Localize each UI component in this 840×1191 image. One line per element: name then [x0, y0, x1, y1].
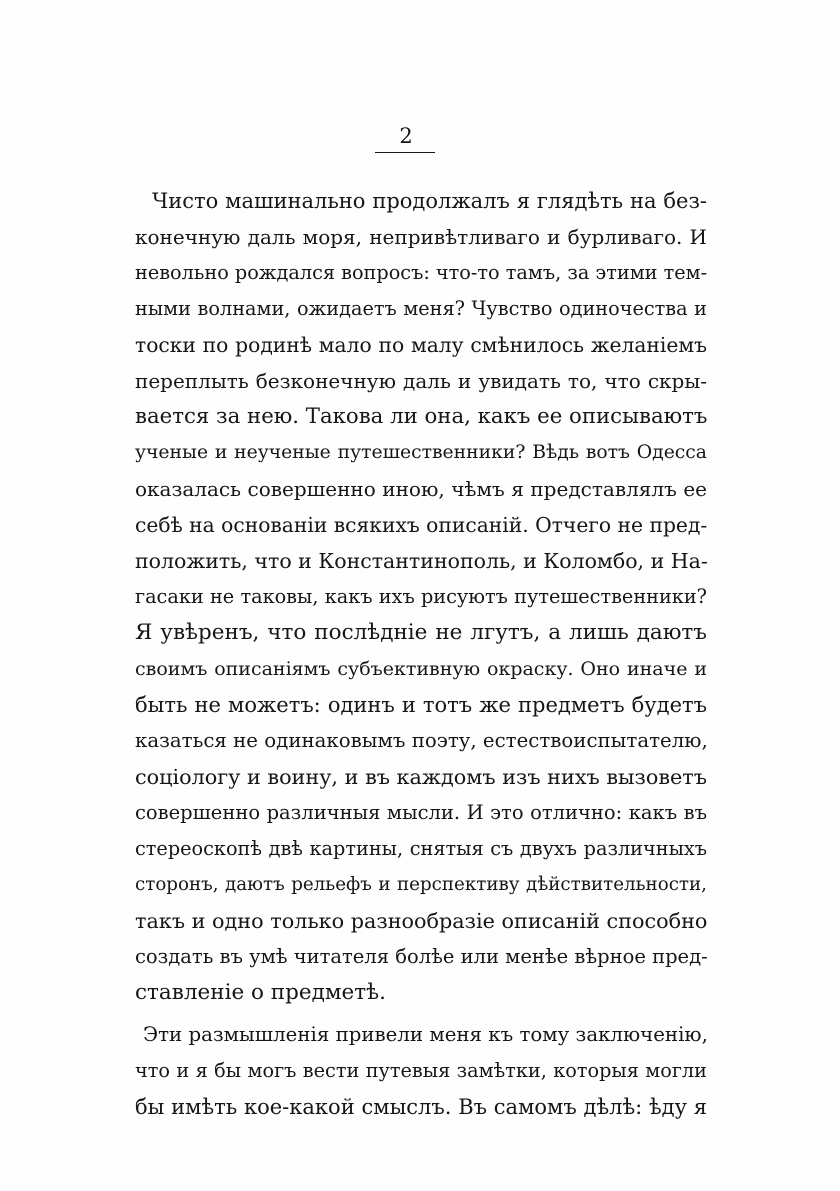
header-rule	[375, 152, 435, 153]
text-line: создать въ умѣ читателя болѣе или менѣе вѣрное пред-	[135, 945, 708, 968]
text-line: такъ и одно только разнообразіе описаній способно	[135, 909, 708, 933]
page-number: 2	[399, 124, 413, 148]
text-line: положить, что и Константинополь, и Коломбо, и На-	[135, 549, 708, 573]
text-line: конечную даль моря, непривѣтливаго и бурливаго. И	[135, 225, 707, 249]
text-line: ученые и неученые путешественники? Вѣдь вотъ Одесса	[135, 442, 707, 463]
text-line: Эти размышленія привели меня къ тому заключенію,	[143, 1023, 708, 1046]
text-line: стереоскопѣ двѣ картины, снятыя съ двухъ различныхъ	[135, 837, 707, 860]
text-line: соціологу и воину, и въ каждомъ изъ нихъ вызоветъ	[135, 765, 707, 789]
text-line: совершенно различныя мысли. И это отлично: какъ въ	[135, 801, 707, 824]
text-line: ставленіе о предметѣ.	[135, 980, 386, 1005]
text-line: сторонъ, даютъ рельефъ и перспективу дѣйствительности,	[135, 874, 707, 895]
text-line: казаться не одинаковымъ поэту, естествоиспытателю,	[135, 729, 708, 752]
text-line: быть не можетъ: одинъ и тотъ же предметъ будетъ	[135, 693, 707, 717]
text-line: невольно рождался вопросъ: что-то тамъ, за этими тем-	[135, 261, 708, 284]
text-line: своимъ описаніямъ субъективную окраску. Оно иначе и	[135, 658, 707, 680]
text-line: гасаки не таковы, какъ ихъ рисуютъ путешественники?	[135, 585, 707, 608]
text-line: себѣ на основаніи всякихъ описаній. Отчего не пред-	[135, 513, 708, 537]
text-line: переплыть безконечную даль и увидать то, что скры-	[135, 369, 707, 393]
text-line: бы имѣть кое-какой смыслъ. Въ самомъ дѣлѣ: ѣду я	[135, 1095, 707, 1119]
text-line: Чисто машинально продолжалъ я глядѣть на без-	[152, 189, 707, 213]
text-line: что и я бы могъ вести путевыя замѣтки, которыя могли	[135, 1059, 707, 1082]
text-line: оказалась совершенно иною, чѣмъ я представлялъ ее	[135, 477, 707, 501]
text-line: ными волнами, ожидаетъ меня? Чувство одиночества и	[135, 297, 707, 320]
text-line: тоски по родинѣ мало по малу смѣнилось желаніемъ	[135, 333, 707, 357]
text-line: вается за нею. Такова ли она, какъ ее описываютъ	[135, 404, 708, 429]
text-line: Я увѣренъ, что послѣдніе не лгутъ, а лишь даютъ	[135, 620, 707, 645]
